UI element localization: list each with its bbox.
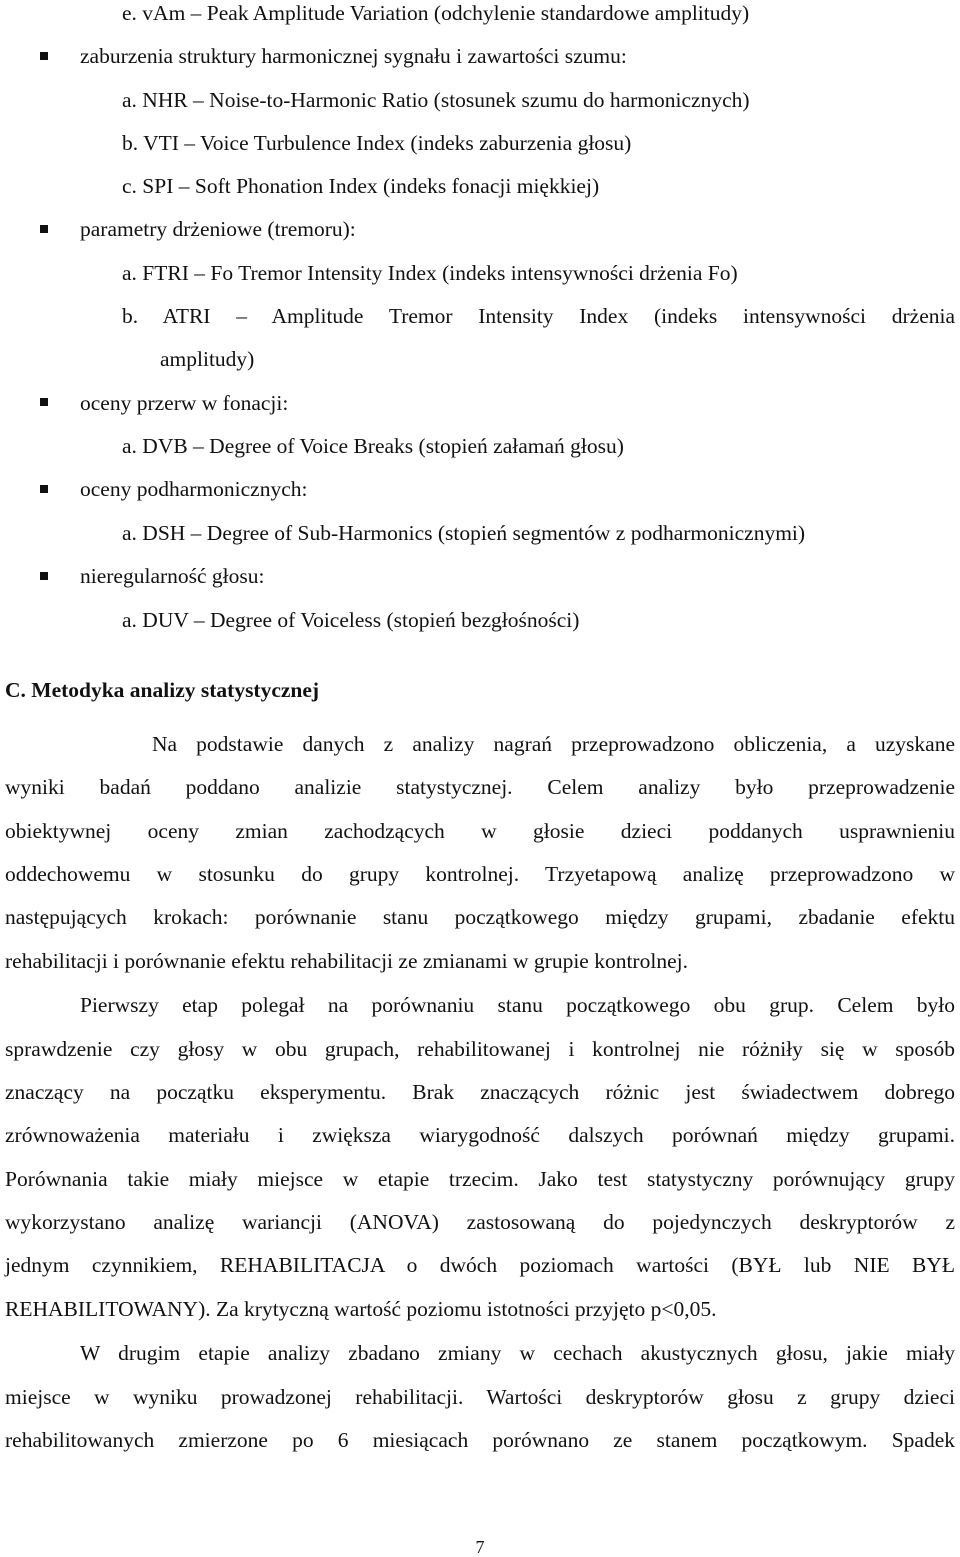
- list-item-vti: b. VTI – Voice Turbulence Index (indeks zaburzenia głosu): [122, 131, 632, 155]
- page-number: 7: [475, 1537, 485, 1557]
- paragraph-line: wyniki badań poddano analizie statystycznej. Celem analizy było przeprowadzenie: [5, 775, 955, 799]
- list-group-breaks: oceny przerw w fonacji:: [80, 391, 289, 415]
- bullet-square-icon: [40, 572, 48, 580]
- paragraph-line: Pierwszy etap polegał na porównaniu stanu początkowego obu grup. Celem było: [80, 993, 955, 1017]
- list-group-irregularity: nieregularność głosu:: [80, 564, 265, 588]
- section-heading: C. Metodyka analizy statystycznej: [5, 678, 320, 702]
- list-group-harmonic: zaburzenia struktury harmonicznej sygnału i zawartości szumu:: [80, 44, 627, 68]
- paragraph-line: rehabilitacji i porównanie efektu rehabilitacji ze zmianami w grupie kontrolnej.: [5, 949, 688, 973]
- paragraph-line: wykorzystano analizę wariancji (ANOVA) zastosowaną do pojedynczych deskryptorów z: [5, 1210, 955, 1234]
- list-item-e: e. vAm – Peak Amplitude Variation (odchylenie standardowe amplitudy): [122, 1, 750, 25]
- bullet-square-icon: [40, 398, 48, 406]
- list-item-dvb: a. DVB – Degree of Voice Breaks (stopień załamań głosu): [122, 434, 624, 458]
- paragraph-line: rehabilitowanych zmierzone po 6 miesiącach porównano ze stanem początkowym. Spadek: [5, 1428, 955, 1452]
- paragraph-line: sprawdzenie czy głosy w obu grupach, rehabilitowanej i kontrolnej nie różniły się w sposób: [5, 1037, 955, 1061]
- list-item-atri: b. ATRI – Amplitude Tremor Intensity Index (indeks intensywności drżenia: [122, 304, 955, 328]
- list-item-spi: c. SPI – Soft Phonation Index (indeks fonacji miękkiej): [122, 174, 600, 198]
- paragraph-line: następujących krokach: porównanie stanu początkowego między grupami, zbadanie efektu: [5, 905, 955, 929]
- list-item-atri-cont: amplitudy): [160, 347, 255, 371]
- list-item-ftri: a. FTRI – Fo Tremor Intensity Index (indeks intensywności drżenia Fo): [122, 261, 738, 285]
- bullet-square-icon: [40, 225, 48, 233]
- paragraph-line: jednym czynnikiem, REHABILITACJA o dwóch poziomach wartości (BYŁ lub NIE BYŁ: [5, 1253, 955, 1277]
- bullet-square-icon: [40, 485, 48, 493]
- list-group-tremor: parametry drżeniowe (tremoru):: [80, 217, 356, 241]
- bullet-square-icon: [40, 52, 48, 60]
- paragraph-line: Na podstawie danych z analizy nagrań przeprowadzono obliczenia, a uzyskane: [152, 732, 955, 756]
- paragraph-line: miejsce w wyniku prowadzonej rehabilitacji. Wartości deskryptorów głosu z grupy dzieci: [5, 1385, 955, 1409]
- paragraph-line: zrównoważenia materiału i zwiększa wiarygodność dalszych porównań między grupami.: [5, 1123, 955, 1147]
- paragraph-line: oddechowemu w stosunku do grupy kontrolnej. Trzyetapową analizę przeprowadzono w: [5, 862, 955, 886]
- list-item-duv: a. DUV – Degree of Voiceless (stopień bezgłośności): [122, 608, 580, 632]
- paragraph-line: W drugim etapie analizy zbadano zmiany w cechach akustycznych głosu, jakie miały: [80, 1341, 955, 1365]
- list-group-subharmonics: oceny podharmonicznych:: [80, 477, 308, 501]
- paragraph-line: REHABILITOWANY). Za krytyczną wartość poziomu istotności przyjęto p<0,05.: [5, 1297, 717, 1321]
- list-item-dsh: a. DSH – Degree of Sub-Harmonics (stopień segmentów z podharmonicznymi): [122, 521, 806, 545]
- list-item-nhr: a. NHR – Noise-to-Harmonic Ratio (stosunek szumu do harmonicznych): [122, 88, 750, 112]
- paragraph-line: obiektywnej oceny zmian zachodzących w głosie dzieci poddanych usprawnieniu: [5, 819, 955, 843]
- paragraph-line: znaczący na początku eksperymentu. Brak znaczących różnic jest świadectwem dobrego: [5, 1080, 955, 1104]
- paragraph-line: Porównania takie miały miejsce w etapie trzecim. Jako test statystyczny porównujący grupy: [5, 1167, 955, 1191]
